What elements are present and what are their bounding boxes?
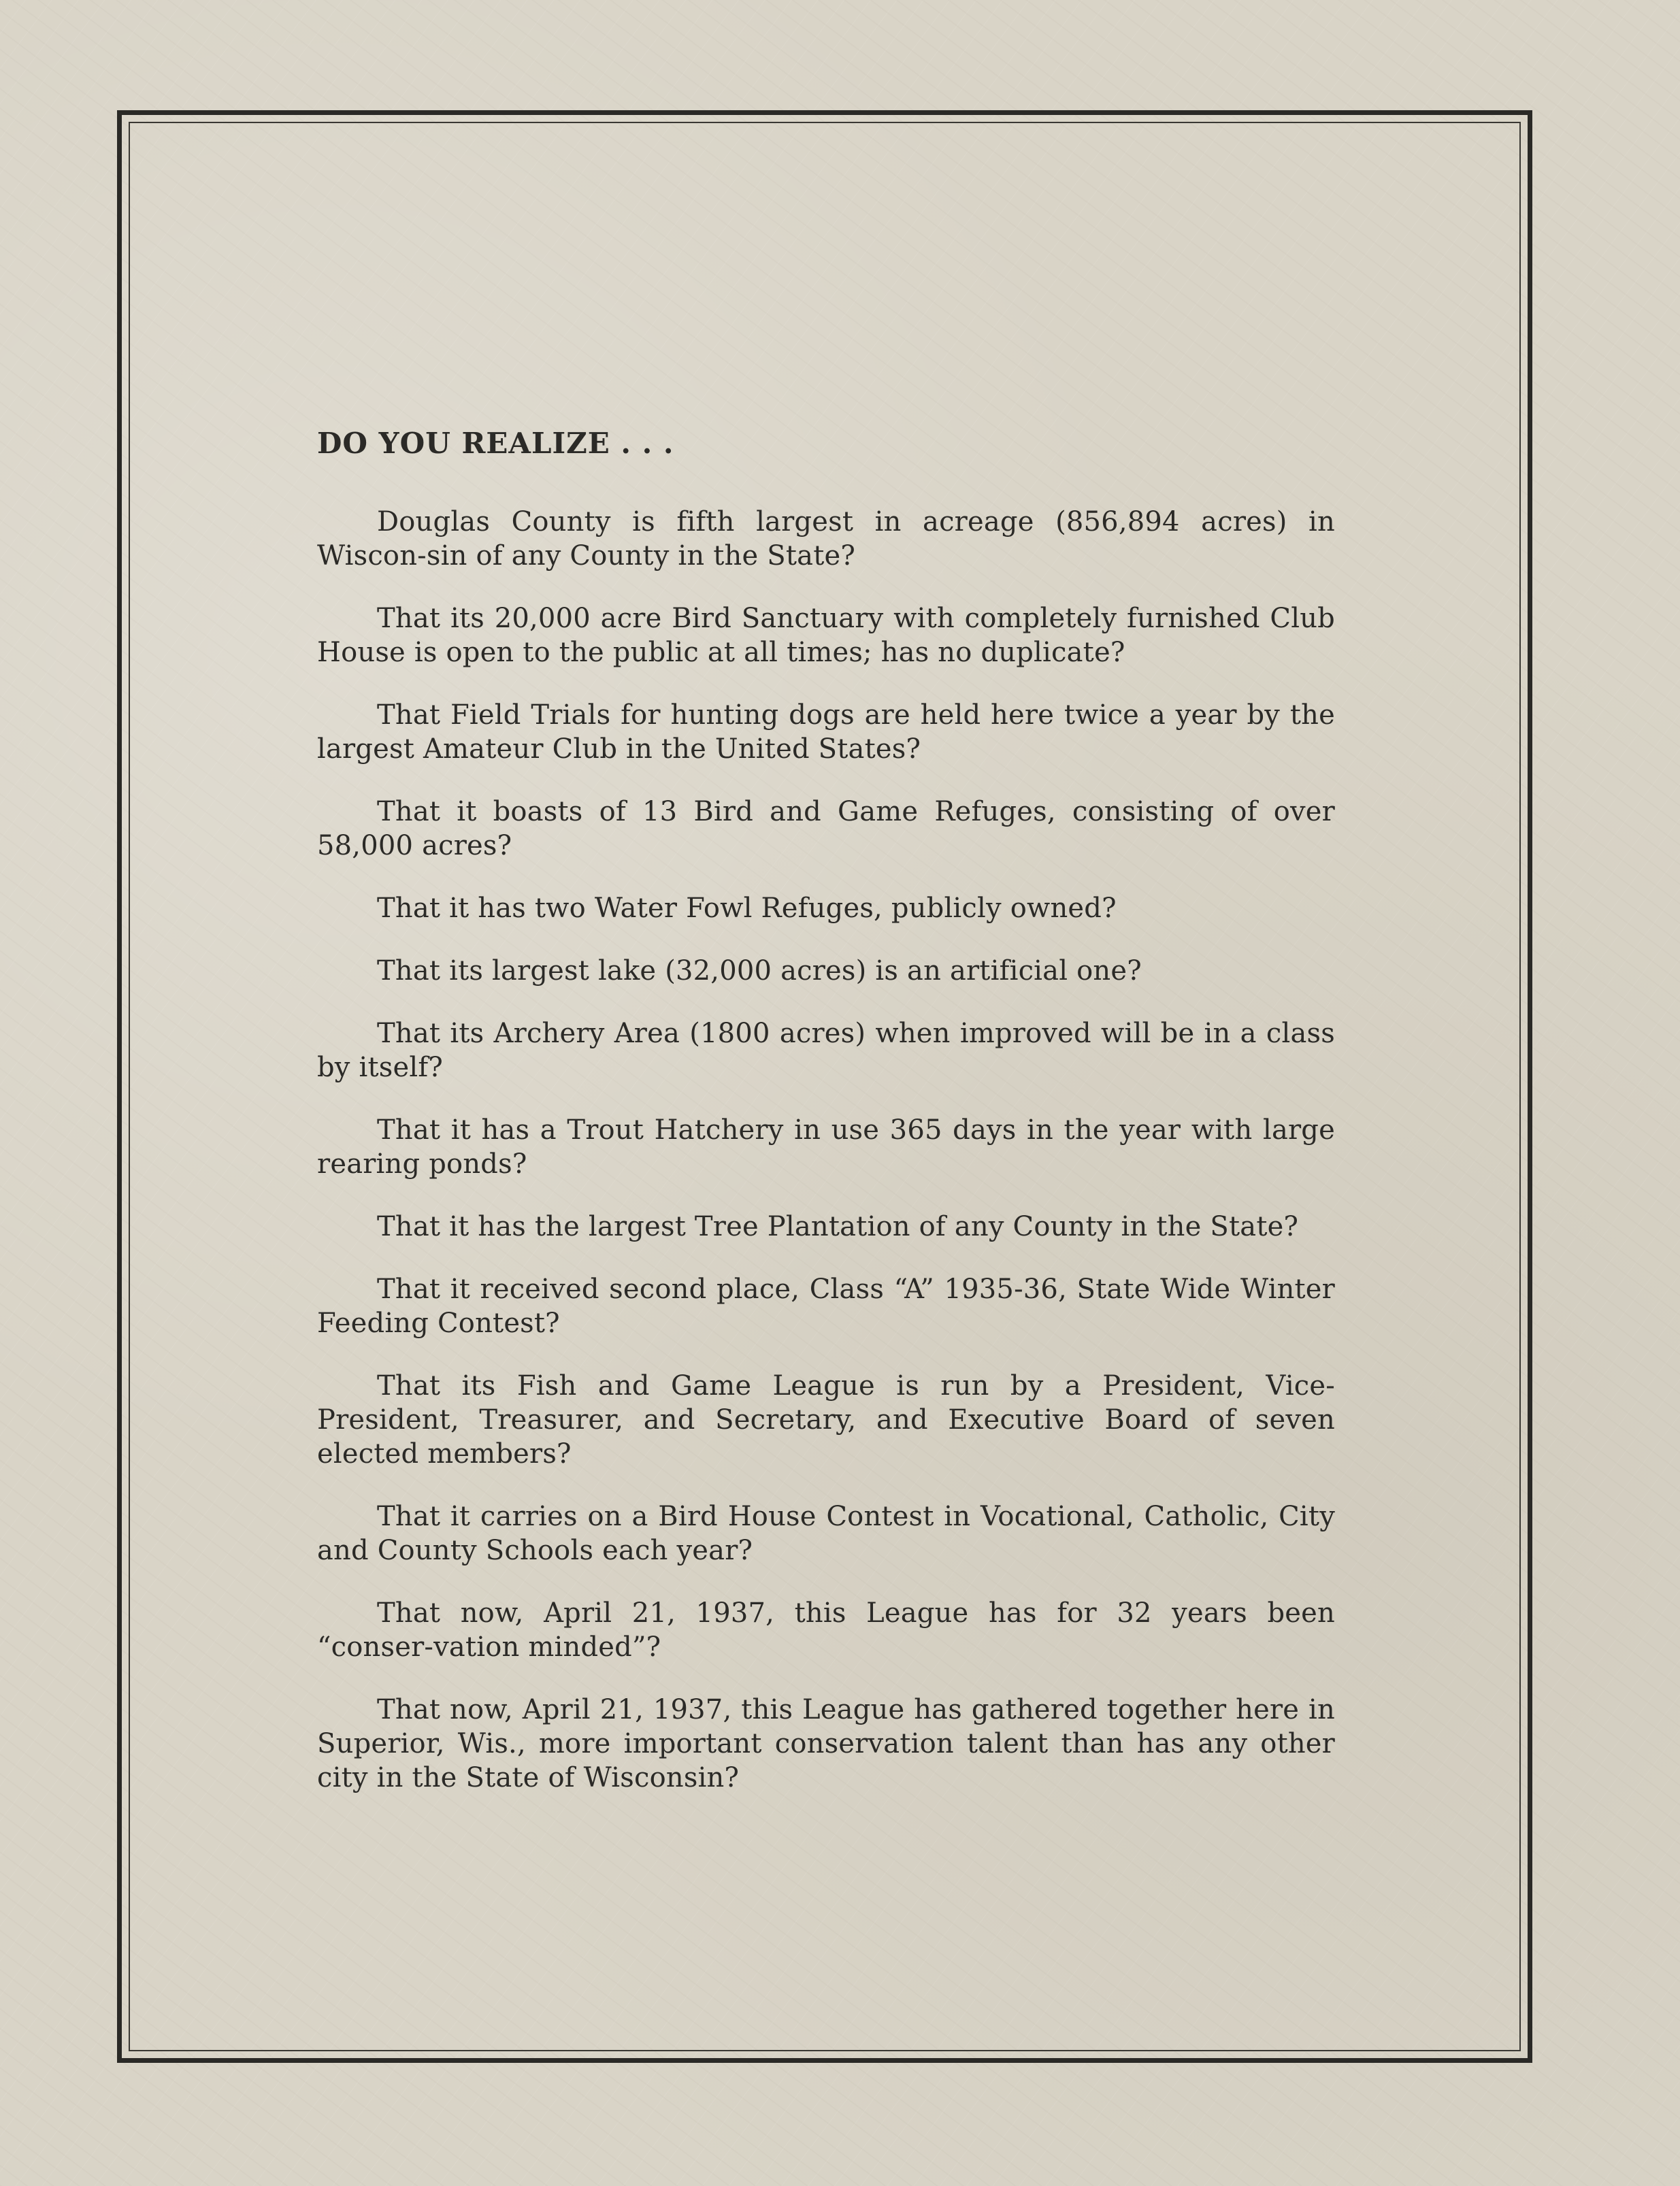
paragraph: That its Fish and Game League is run by a President, Vice-President, Treasurer, and Secretary, and Executive Board of seven elected members? — [317, 1370, 1335, 1470]
paragraph: That it has the largest Tree Plantation of any County in the State? — [377, 1211, 1299, 1242]
paragraph: That it carries on a Bird House Contest in Vocational, Catholic, City and County Schools each year? — [317, 1501, 1335, 1566]
paragraph: That Field Trials for hunting dogs are held here twice a year by the largest Amateur Club in the United States? — [317, 699, 1335, 765]
page-heading: DO YOU REALIZE . . . — [317, 427, 674, 460]
paragraph: That its 20,000 acre Bird Sanctuary with completely furnished Club House is open to the public at all times; has no duplicate? — [317, 603, 1335, 668]
paragraph: That it has two Water Fowl Refuges, publicly owned? — [377, 893, 1117, 924]
paragraph: That its largest lake (32,000 acres) is an artificial one? — [377, 955, 1142, 987]
paragraph: That it has a Trout Hatchery in use 365 days in the year with large rearing ponds? — [317, 1114, 1335, 1180]
paragraph: That its Archery Area (1800 acres) when improved will be in a class by itself? — [317, 1018, 1335, 1083]
text-body — [317, 416, 1335, 1823]
paragraph: That now, April 21, 1937, this League has gathered together here in Superior, Wis., more important conservation talent than has any other city in the State of Wisconsin? — [317, 1694, 1335, 1793]
paragraph: That it boasts of 13 Bird and Game Refuges, consisting of over 58,000 acres? — [317, 796, 1335, 861]
paragraph: That now, April 21, 1937, this League has for 32 years been “conser-vation minded”? — [317, 1597, 1335, 1663]
paragraph: That it received second place, Class “A” 1935-36, State Wide Winter Feeding Contest? — [317, 1274, 1335, 1339]
paragraph: Douglas County is fifth largest in acreage (856,894 acres) in Wiscon-sin of any County in the State? — [317, 506, 1335, 572]
